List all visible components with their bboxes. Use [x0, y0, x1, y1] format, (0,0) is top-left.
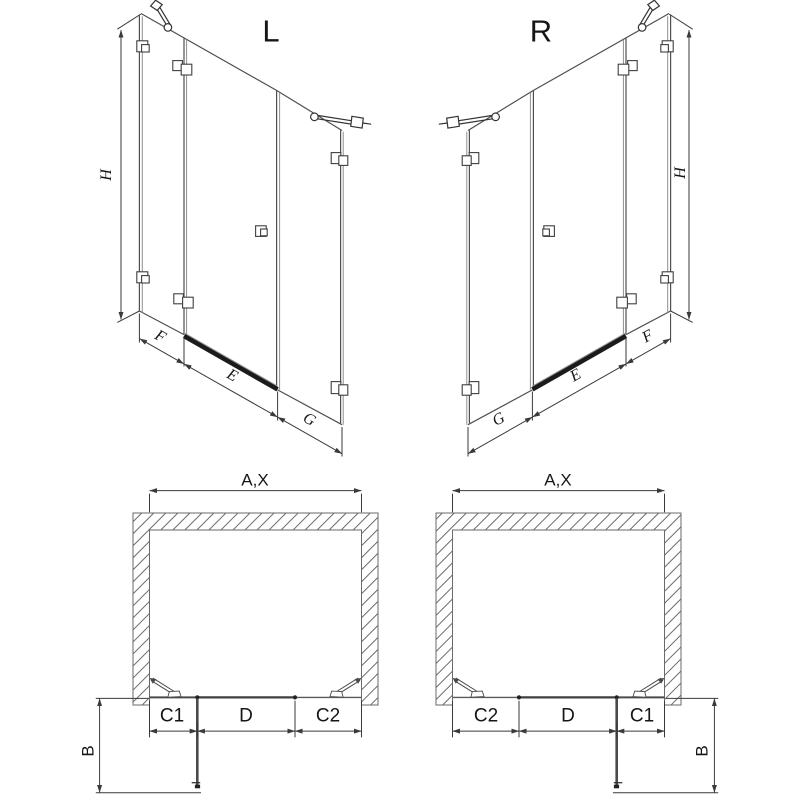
- niche-walls-hatched: [436, 513, 681, 705]
- height-dim-label-left-view: H: [98, 169, 115, 181]
- width-dim-label-f-left-view: F: [151, 326, 169, 347]
- width-dim-label-f-right-view: F: [639, 326, 657, 347]
- left-plan-drawing: [96, 491, 378, 793]
- right-plan-drawing: [436, 491, 718, 793]
- height-dim-label-right-view: H: [672, 167, 689, 179]
- segment-label-c1-left-plan: C1: [159, 705, 185, 727]
- width-dim-label-g-right-view: G: [489, 409, 508, 430]
- side-panel-foot: [614, 785, 619, 789]
- width-dim-label-e-right-view: E: [567, 365, 585, 386]
- width-dim-label-g-left-view: G: [300, 409, 319, 430]
- side-panel-plan: [614, 699, 623, 789]
- niche-walls-hatched: [133, 513, 378, 705]
- door-pivot-right: [293, 695, 297, 699]
- segment-label-c1-right-plan: C1: [629, 705, 655, 727]
- view-label-right: R: [529, 13, 553, 49]
- corner-brace-left: [453, 678, 484, 697]
- right-perspective-drawing: [439, 0, 693, 456]
- depth-label-b-right-plan: B: [692, 745, 712, 757]
- door-pivot-left: [517, 695, 521, 699]
- depth-label-b-left-plan: B: [78, 745, 98, 757]
- segment-label-c2-left-plan: C2: [315, 705, 341, 727]
- side-panel-plan: [192, 699, 201, 789]
- front-glass-plan: [150, 695, 362, 699]
- corner-brace-right: [330, 678, 361, 697]
- total-width-label-left-plan: A,X: [241, 470, 269, 490]
- side-panel-foot: [195, 785, 200, 789]
- corner-brace-right: [633, 678, 664, 697]
- total-width-label-right-plan: A,X: [544, 470, 572, 490]
- left-perspective-drawing: [117, 0, 371, 456]
- segment-label-c2-right-plan: C2: [473, 705, 499, 727]
- front-glass-plan: [453, 695, 665, 699]
- view-label-left: L: [262, 13, 280, 49]
- corner-brace-left: [150, 678, 181, 697]
- segment-label-d-left-plan: D: [239, 705, 253, 727]
- segment-label-d-right-plan: D: [561, 705, 575, 727]
- width-dim-label-e-left-view: E: [223, 365, 241, 386]
